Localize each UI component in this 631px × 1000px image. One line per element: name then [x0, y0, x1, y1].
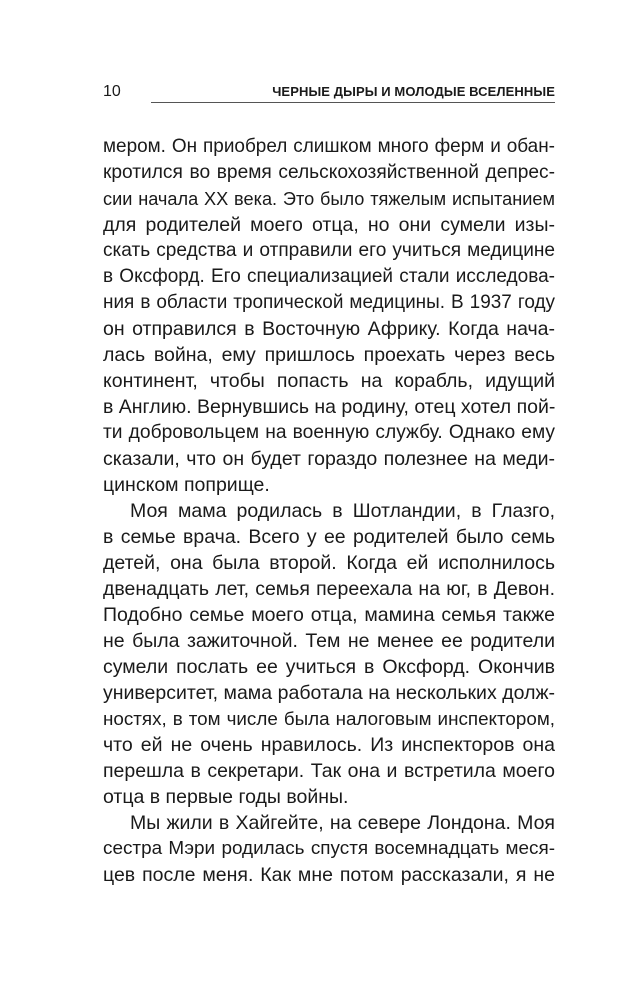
- paragraph: [103, 810, 555, 888]
- body-text: [103, 134, 555, 888]
- paragraph: [103, 498, 555, 810]
- running-title: ЧЕРНЫЕ ДЫРЫ И МОЛОДЫЕ ВСЕЛЕННЫЕ: [272, 84, 555, 99]
- page-number: 10: [103, 83, 121, 100]
- text-line: мером. Он приобрел слишком много ферм и обан-: [103, 136, 555, 157]
- text-line: в Англию. Вернувшись на родину, отец хотел пой-: [103, 396, 556, 418]
- text-line: Моя мама родилась в Шотландии, в Глазго,: [130, 500, 555, 522]
- text-line: ния в области тропической медицины. В 1937 году: [103, 292, 555, 313]
- text-line: в Оксфорд. Его специализацией стали исследова-: [103, 266, 555, 287]
- text-line: отца в первые годы войны.: [103, 786, 349, 808]
- text-line: в семье врача. Всего у ее родителей было семь: [103, 526, 555, 548]
- text-line: Мы жили в Хайгейте, на севере Лондона. Моя: [130, 812, 555, 834]
- text-line: лась война, ему пришлось проехать через весь: [103, 344, 555, 366]
- text-line: для родителей моего отца, но они сумели изы-: [103, 214, 555, 236]
- text-line: детей, она была второй. Когда ей исполнилось: [103, 552, 555, 574]
- text-line: двенадцать лет, семья переехала на юг, в Девон.: [103, 578, 555, 600]
- text-line: цев после меня. Как мне потом рассказали, я не: [103, 864, 555, 886]
- text-line: цинском поприще.: [103, 474, 270, 496]
- text-line: сумели послать ее учиться в Оксфорд. Окончив: [103, 656, 555, 678]
- text-line: сестра Мэри родилась спустя восемнадцать меся-: [103, 838, 555, 859]
- text-line: что ей не очень нравилось. Из инспекторов она: [103, 734, 555, 756]
- text-line: ти добровольцем на военную службу. Однако ему: [103, 422, 555, 443]
- text-line: Подобно семье моего отца, мамина семья также: [103, 604, 555, 626]
- text-line: он отправился в Восточную Африку. Когда нача-: [103, 318, 555, 340]
- text-line: континент, чтобы попасть на корабль, идущий: [103, 370, 555, 392]
- text-line: перешла в секретари. Так она и встретила моего: [103, 760, 555, 782]
- text-line: ностях, в том числе была налоговым инспектором,: [103, 708, 555, 729]
- running-header: [103, 80, 555, 102]
- header-rule: [151, 102, 555, 103]
- text-line: скать средства и отправили его учиться медицине: [103, 240, 555, 261]
- text-line: кротился во время сельскохозяйственной депрес-: [103, 162, 555, 183]
- text-line: университет, мама работала на нескольких долж-: [103, 682, 555, 704]
- text-line: сии начала XX века. Это было тяжелым испытанием: [103, 189, 555, 209]
- text-line: не была зажиточной. Тем не менее ее родители: [103, 630, 555, 652]
- paragraph: [103, 134, 555, 498]
- text-line: сказали, что он будет гораздо полезнее на меди-: [103, 448, 555, 470]
